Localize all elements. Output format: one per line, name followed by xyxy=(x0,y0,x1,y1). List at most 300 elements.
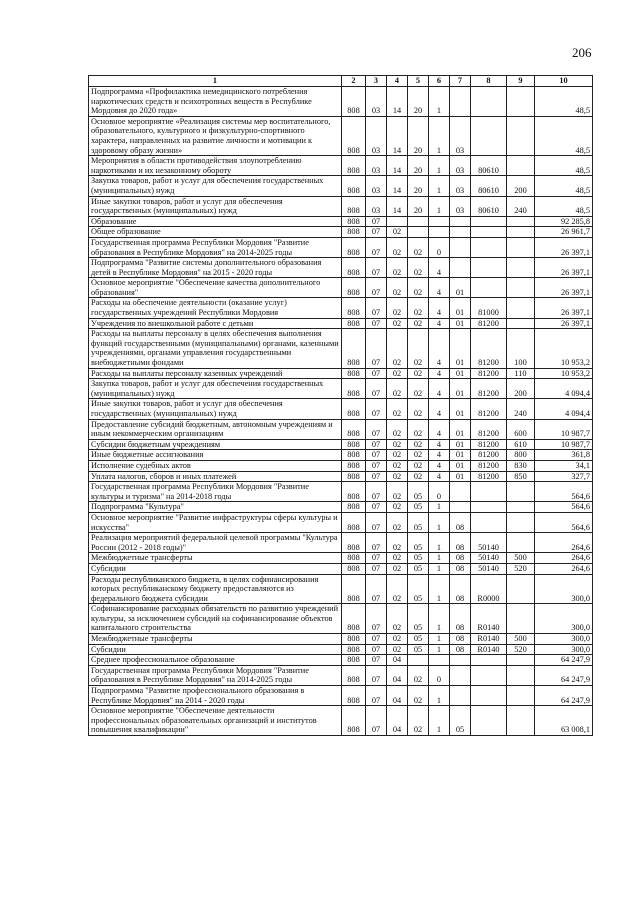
admin-code-cell: 808 xyxy=(342,329,366,368)
subprogram-code-cell: 0 xyxy=(429,665,450,685)
table-row xyxy=(89,574,593,604)
expense-type-cell xyxy=(507,156,535,176)
section-code-cell: 07 xyxy=(366,604,387,634)
admin-code-cell: 808 xyxy=(342,399,366,419)
header-cell: 7 xyxy=(450,76,471,87)
admin-code-cell: 808 xyxy=(342,419,366,439)
table-row xyxy=(89,258,593,278)
program-code-cell: 05 xyxy=(408,563,429,574)
amount-cell: 10 953,2 xyxy=(535,329,593,368)
section-code-cell: 07 xyxy=(366,553,387,564)
section-code-cell: 07 xyxy=(366,419,387,439)
table-row xyxy=(89,450,593,461)
page-number: 206 xyxy=(572,45,592,60)
direction-code-cell xyxy=(471,258,507,278)
subsection-code-cell: 02 xyxy=(387,604,408,634)
amount-cell: 64 247,9 xyxy=(535,655,593,666)
section-code-cell: 07 xyxy=(366,634,387,645)
program-code-cell xyxy=(408,655,429,666)
table-row xyxy=(89,419,593,439)
amount-cell: 264,6 xyxy=(535,563,593,574)
expense-type-cell xyxy=(507,116,535,155)
table-row xyxy=(89,563,593,574)
admin-code-cell: 808 xyxy=(342,216,366,227)
subsection-code-cell: 02 xyxy=(387,482,408,502)
budget-table xyxy=(88,75,593,736)
amount-cell: 300,0 xyxy=(535,604,593,634)
subsection-code-cell: 02 xyxy=(387,460,408,471)
subprogram-code-cell: 0 xyxy=(429,237,450,257)
subsection-code-cell: 02 xyxy=(387,227,408,238)
admin-code-cell: 808 xyxy=(342,368,366,379)
row-name-cell: Межбюджетные трансферты xyxy=(89,553,342,564)
activity-code-cell: 08 xyxy=(450,512,471,532)
subsection-code-cell: 02 xyxy=(387,533,408,553)
subsection-code-cell: 14 xyxy=(387,87,408,117)
section-code-cell: 07 xyxy=(366,665,387,685)
subsection-code-cell: 02 xyxy=(387,450,408,461)
header-cell: 2 xyxy=(342,76,366,87)
amount-cell: 564,6 xyxy=(535,502,593,513)
program-code-cell xyxy=(408,227,429,238)
direction-code-cell: R0000 xyxy=(471,574,507,604)
program-code-cell: 02 xyxy=(408,460,429,471)
activity-code-cell xyxy=(450,216,471,227)
expense-type-cell xyxy=(507,298,535,318)
admin-code-cell: 808 xyxy=(342,298,366,318)
expense-type-cell xyxy=(507,278,535,298)
subsection-code-cell xyxy=(387,216,408,227)
direction-code-cell: R0140 xyxy=(471,604,507,634)
admin-code-cell: 808 xyxy=(342,502,366,513)
amount-cell: 264,6 xyxy=(535,553,593,564)
table-row xyxy=(89,87,593,117)
row-name-cell: Учреждения по внешкольной работе с детьми xyxy=(89,318,342,329)
program-code-cell: 05 xyxy=(408,512,429,532)
subsection-code-cell: 02 xyxy=(387,329,408,368)
direction-code-cell: 50140 xyxy=(471,533,507,553)
program-code-cell: 05 xyxy=(408,482,429,502)
row-name-cell: Иные закупки товаров, работ и услуг для обеспечения государственных (муниципальных) нужд xyxy=(89,196,342,216)
expense-type-cell xyxy=(507,318,535,329)
row-name-cell: Субсидии xyxy=(89,644,342,655)
subprogram-code-cell: 1 xyxy=(429,512,450,532)
row-name-cell: Закупка товаров, работ и услуг для обеспечения государственных (муниципальных) нужд xyxy=(89,379,342,399)
section-code-cell: 03 xyxy=(366,196,387,216)
table-row xyxy=(89,604,593,634)
admin-code-cell: 808 xyxy=(342,533,366,553)
subsection-code-cell: 02 xyxy=(387,634,408,645)
admin-code-cell: 808 xyxy=(342,574,366,604)
program-code-cell: 20 xyxy=(408,156,429,176)
activity-code-cell: 08 xyxy=(450,604,471,634)
admin-code-cell: 808 xyxy=(342,116,366,155)
program-code-cell: 02 xyxy=(408,439,429,450)
direction-code-cell: 81200 xyxy=(471,399,507,419)
header-cell: 8 xyxy=(471,76,507,87)
activity-code-cell: 05 xyxy=(450,706,471,736)
direction-code-cell xyxy=(471,87,507,117)
activity-code-cell: 08 xyxy=(450,563,471,574)
admin-code-cell: 808 xyxy=(342,196,366,216)
subprogram-code-cell: 1 xyxy=(429,604,450,634)
section-code-cell: 03 xyxy=(366,116,387,155)
amount-cell: 26 397,1 xyxy=(535,278,593,298)
activity-code-cell xyxy=(450,686,471,706)
table-row xyxy=(89,460,593,471)
subprogram-code-cell: 1 xyxy=(429,563,450,574)
section-code-cell: 07 xyxy=(366,574,387,604)
row-name-cell: Государственная программа Республики Мордовия "Развитие образования в Республике Мордовия" на 2014-2025 годы xyxy=(89,665,342,685)
subsection-code-cell: 02 xyxy=(387,512,408,532)
subsection-code-cell: 04 xyxy=(387,665,408,685)
activity-code-cell: 01 xyxy=(450,450,471,461)
amount-cell: 4 094,4 xyxy=(535,399,593,419)
subprogram-code-cell: 4 xyxy=(429,298,450,318)
subsection-code-cell: 02 xyxy=(387,502,408,513)
section-code-cell: 07 xyxy=(366,655,387,666)
direction-code-cell: R0140 xyxy=(471,644,507,655)
header-cell: 6 xyxy=(429,76,450,87)
subsection-code-cell: 02 xyxy=(387,258,408,278)
section-code-cell: 07 xyxy=(366,512,387,532)
direction-code-cell: 80610 xyxy=(471,156,507,176)
row-name-cell: Образование xyxy=(89,216,342,227)
subsection-code-cell: 14 xyxy=(387,196,408,216)
activity-code-cell: 01 xyxy=(450,368,471,379)
section-code-cell: 03 xyxy=(366,156,387,176)
subsection-code-cell: 02 xyxy=(387,553,408,564)
header-row xyxy=(89,76,593,87)
direction-code-cell: 81000 xyxy=(471,298,507,318)
activity-code-cell: 01 xyxy=(450,278,471,298)
table-row xyxy=(89,655,593,666)
amount-cell: 48,5 xyxy=(535,87,593,117)
subprogram-code-cell xyxy=(429,655,450,666)
subsection-code-cell: 02 xyxy=(387,563,408,574)
section-code-cell: 07 xyxy=(366,482,387,502)
expense-type-cell: 110 xyxy=(507,368,535,379)
admin-code-cell: 808 xyxy=(342,156,366,176)
subprogram-code-cell: 1 xyxy=(429,87,450,117)
subprogram-code-cell: 4 xyxy=(429,379,450,399)
expense-type-cell xyxy=(507,237,535,257)
section-code-cell: 07 xyxy=(366,318,387,329)
direction-code-cell xyxy=(471,237,507,257)
expense-type-cell: 100 xyxy=(507,329,535,368)
admin-code-cell: 808 xyxy=(342,258,366,278)
section-code-cell: 07 xyxy=(366,706,387,736)
row-name-cell: Расходы на выплаты персоналу казенных учреждений xyxy=(89,368,342,379)
header-cell: 4 xyxy=(387,76,408,87)
program-code-cell: 05 xyxy=(408,634,429,645)
program-code-cell: 20 xyxy=(408,116,429,155)
section-code-cell: 07 xyxy=(366,460,387,471)
direction-code-cell: 50140 xyxy=(471,553,507,564)
section-code-cell: 07 xyxy=(366,237,387,257)
table-row xyxy=(89,399,593,419)
row-name-cell: Подпрограмма «Профилактика немедицинского потребления наркотических средств и психотропных веществ в Республике Мордовия до 2020 года» xyxy=(89,87,342,117)
table-row xyxy=(89,237,593,257)
program-code-cell: 02 xyxy=(408,665,429,685)
section-code-cell: 07 xyxy=(366,216,387,227)
row-name-cell: Мероприятия в области противодействия злоупотреблению наркотиками и их незаконному обороту xyxy=(89,156,342,176)
row-name-cell: Основное мероприятие "Обеспечение качества дополнительного образования" xyxy=(89,278,342,298)
activity-code-cell: 03 xyxy=(450,156,471,176)
section-code-cell: 07 xyxy=(366,278,387,298)
section-code-cell: 07 xyxy=(366,368,387,379)
direction-code-cell xyxy=(471,216,507,227)
header-cell: 3 xyxy=(366,76,387,87)
expense-type-cell: 500 xyxy=(507,634,535,645)
activity-code-cell: 08 xyxy=(450,644,471,655)
subsection-code-cell: 04 xyxy=(387,655,408,666)
table-row xyxy=(89,553,593,564)
subprogram-code-cell: 1 xyxy=(429,176,450,196)
row-name-cell: Уплата налогов, сборов и иных платежей xyxy=(89,471,342,482)
section-code-cell: 07 xyxy=(366,450,387,461)
expense-type-cell: 500 xyxy=(507,553,535,564)
program-code-cell: 05 xyxy=(408,502,429,513)
admin-code-cell: 808 xyxy=(342,176,366,196)
table-row xyxy=(89,512,593,532)
subprogram-code-cell: 1 xyxy=(429,116,450,155)
admin-code-cell: 808 xyxy=(342,665,366,685)
expense-type-cell: 240 xyxy=(507,399,535,419)
subprogram-code-cell: 4 xyxy=(429,450,450,461)
admin-code-cell: 808 xyxy=(342,553,366,564)
section-code-cell: 03 xyxy=(366,87,387,117)
activity-code-cell: 01 xyxy=(450,471,471,482)
admin-code-cell: 808 xyxy=(342,644,366,655)
subsection-code-cell: 14 xyxy=(387,176,408,196)
header-cell: 5 xyxy=(408,76,429,87)
admin-code-cell: 808 xyxy=(342,460,366,471)
expense-type-cell: 600 xyxy=(507,419,535,439)
table-row xyxy=(89,471,593,482)
amount-cell: 327,7 xyxy=(535,471,593,482)
table-row xyxy=(89,329,593,368)
expense-type-cell xyxy=(507,227,535,238)
table-row xyxy=(89,116,593,155)
subsection-code-cell: 02 xyxy=(387,644,408,655)
program-code-cell xyxy=(408,216,429,227)
program-code-cell: 02 xyxy=(408,318,429,329)
direction-code-cell: 50140 xyxy=(471,563,507,574)
expense-type-cell xyxy=(507,512,535,532)
expense-type-cell xyxy=(507,686,535,706)
subprogram-code-cell: 1 xyxy=(429,634,450,645)
expense-type-cell xyxy=(507,87,535,117)
admin-code-cell: 808 xyxy=(342,706,366,736)
program-code-cell: 02 xyxy=(408,686,429,706)
subsection-code-cell: 02 xyxy=(387,318,408,329)
program-code-cell: 02 xyxy=(408,258,429,278)
direction-code-cell xyxy=(471,512,507,532)
header-cell: 1 xyxy=(89,76,342,87)
header-cell: 9 xyxy=(507,76,535,87)
program-code-cell: 05 xyxy=(408,553,429,564)
activity-code-cell xyxy=(450,502,471,513)
activity-code-cell xyxy=(450,87,471,117)
activity-code-cell: 01 xyxy=(450,399,471,419)
table-row xyxy=(89,634,593,645)
amount-cell: 264,6 xyxy=(535,533,593,553)
expense-type-cell: 850 xyxy=(507,471,535,482)
table-row xyxy=(89,644,593,655)
section-code-cell: 07 xyxy=(366,329,387,368)
expense-type-cell xyxy=(507,216,535,227)
expense-type-cell: 610 xyxy=(507,439,535,450)
program-code-cell: 02 xyxy=(408,471,429,482)
subprogram-code-cell: 1 xyxy=(429,644,450,655)
subprogram-code-cell: 4 xyxy=(429,258,450,278)
expense-type-cell xyxy=(507,533,535,553)
subprogram-code-cell: 1 xyxy=(429,502,450,513)
amount-cell: 10 987,7 xyxy=(535,439,593,450)
program-code-cell: 05 xyxy=(408,644,429,655)
amount-cell: 48,5 xyxy=(535,116,593,155)
activity-code-cell: 03 xyxy=(450,116,471,155)
activity-code-cell: 01 xyxy=(450,298,471,318)
activity-code-cell: 08 xyxy=(450,553,471,564)
amount-cell: 92 285,8 xyxy=(535,216,593,227)
direction-code-cell xyxy=(471,686,507,706)
admin-code-cell: 808 xyxy=(342,450,366,461)
section-code-cell: 07 xyxy=(366,471,387,482)
subprogram-code-cell: 4 xyxy=(429,368,450,379)
program-code-cell: 02 xyxy=(408,368,429,379)
admin-code-cell: 808 xyxy=(342,237,366,257)
table-row xyxy=(89,665,593,685)
subprogram-code-cell: 1 xyxy=(429,533,450,553)
expense-type-cell: 520 xyxy=(507,644,535,655)
direction-code-cell xyxy=(471,227,507,238)
subprogram-code-cell: 4 xyxy=(429,439,450,450)
direction-code-cell xyxy=(471,482,507,502)
amount-cell: 300,0 xyxy=(535,644,593,655)
activity-code-cell: 01 xyxy=(450,379,471,399)
row-name-cell: Подпрограмма "Развитие системы дополнительного образования детей в Республике Мордовия" на 2015 - 2020 годы xyxy=(89,258,342,278)
admin-code-cell: 808 xyxy=(342,512,366,532)
direction-code-cell: 81200 xyxy=(471,419,507,439)
subsection-code-cell: 02 xyxy=(387,419,408,439)
activity-code-cell: 01 xyxy=(450,318,471,329)
activity-code-cell xyxy=(450,482,471,502)
expense-type-cell: 520 xyxy=(507,563,535,574)
row-name-cell: Общее образование xyxy=(89,227,342,238)
amount-cell: 300,0 xyxy=(535,634,593,645)
table-row xyxy=(89,686,593,706)
activity-code-cell: 01 xyxy=(450,419,471,439)
subprogram-code-cell: 1 xyxy=(429,196,450,216)
amount-cell: 64 247,9 xyxy=(535,686,593,706)
expense-type-cell xyxy=(507,665,535,685)
expense-type-cell xyxy=(507,574,535,604)
amount-cell: 10 953,2 xyxy=(535,368,593,379)
row-name-cell: Реализация мероприятий федеральной целевой программы "Культура России (2012 - 2018 годы)" xyxy=(89,533,342,553)
amount-cell: 564,6 xyxy=(535,512,593,532)
subprogram-code-cell: 4 xyxy=(429,329,450,368)
admin-code-cell: 808 xyxy=(342,604,366,634)
direction-code-cell xyxy=(471,502,507,513)
section-code-cell: 07 xyxy=(366,533,387,553)
subsection-code-cell: 04 xyxy=(387,706,408,736)
subprogram-code-cell: 0 xyxy=(429,482,450,502)
program-code-cell: 05 xyxy=(408,533,429,553)
activity-code-cell xyxy=(450,655,471,666)
amount-cell: 48,5 xyxy=(535,156,593,176)
section-code-cell: 07 xyxy=(366,298,387,318)
section-code-cell: 07 xyxy=(366,644,387,655)
table-row xyxy=(89,318,593,329)
activity-code-cell xyxy=(450,665,471,685)
direction-code-cell: 81200 xyxy=(471,379,507,399)
admin-code-cell: 808 xyxy=(342,227,366,238)
row-name-cell: Государственная программа Республики Мордовия "Развитие образования в Республике Мордовия" на 2014-2025 годы xyxy=(89,237,342,257)
admin-code-cell: 808 xyxy=(342,563,366,574)
table-row xyxy=(89,278,593,298)
section-code-cell: 07 xyxy=(366,399,387,419)
table-row xyxy=(89,176,593,196)
subsection-code-cell: 04 xyxy=(387,686,408,706)
program-code-cell: 02 xyxy=(408,298,429,318)
row-name-cell: Предоставление субсидий бюджетным, автономным учреждениям и иным некоммерческим организациям xyxy=(89,419,342,439)
amount-cell: 4 094,4 xyxy=(535,379,593,399)
direction-code-cell xyxy=(471,278,507,298)
table-row xyxy=(89,706,593,736)
subsection-code-cell: 02 xyxy=(387,471,408,482)
amount-cell: 300,0 xyxy=(535,574,593,604)
activity-code-cell xyxy=(450,227,471,238)
program-code-cell: 02 xyxy=(408,706,429,736)
subsection-code-cell: 02 xyxy=(387,439,408,450)
admin-code-cell: 808 xyxy=(342,634,366,645)
row-name-cell: Среднее профессиональное образование xyxy=(89,655,342,666)
amount-cell: 48,5 xyxy=(535,196,593,216)
activity-code-cell xyxy=(450,237,471,257)
admin-code-cell: 808 xyxy=(342,686,366,706)
subsection-code-cell: 02 xyxy=(387,574,408,604)
section-code-cell: 07 xyxy=(366,227,387,238)
subprogram-code-cell: 4 xyxy=(429,399,450,419)
admin-code-cell: 808 xyxy=(342,655,366,666)
subprogram-code-cell: 1 xyxy=(429,553,450,564)
row-name-cell: Расходы на выплаты персоналу в целях обеспечения выполнения функций государственными (муниципальными) органами, казенными учреждениями, органами управления государственными внебюджетными фондами xyxy=(89,329,342,368)
activity-code-cell: 01 xyxy=(450,439,471,450)
program-code-cell: 02 xyxy=(408,278,429,298)
subprogram-code-cell: 4 xyxy=(429,278,450,298)
subprogram-code-cell: 4 xyxy=(429,460,450,471)
direction-code-cell: 81200 xyxy=(471,439,507,450)
table-row xyxy=(89,533,593,553)
amount-cell: 63 008,1 xyxy=(535,706,593,736)
row-name-cell: Субсидии xyxy=(89,563,342,574)
expense-type-cell: 200 xyxy=(507,176,535,196)
direction-code-cell: 81200 xyxy=(471,450,507,461)
expense-type-cell xyxy=(507,482,535,502)
direction-code-cell: 81200 xyxy=(471,329,507,368)
section-code-cell: 07 xyxy=(366,379,387,399)
direction-code-cell: 81200 xyxy=(471,368,507,379)
activity-code-cell: 01 xyxy=(450,329,471,368)
subsection-code-cell: 14 xyxy=(387,116,408,155)
subprogram-code-cell: 4 xyxy=(429,318,450,329)
amount-cell: 26 397,1 xyxy=(535,258,593,278)
subprogram-code-cell: 1 xyxy=(429,686,450,706)
row-name-cell: Иные закупки товаров, работ и услуг для обеспечения государственных (муниципальных) нужд xyxy=(89,399,342,419)
section-code-cell: 07 xyxy=(366,258,387,278)
